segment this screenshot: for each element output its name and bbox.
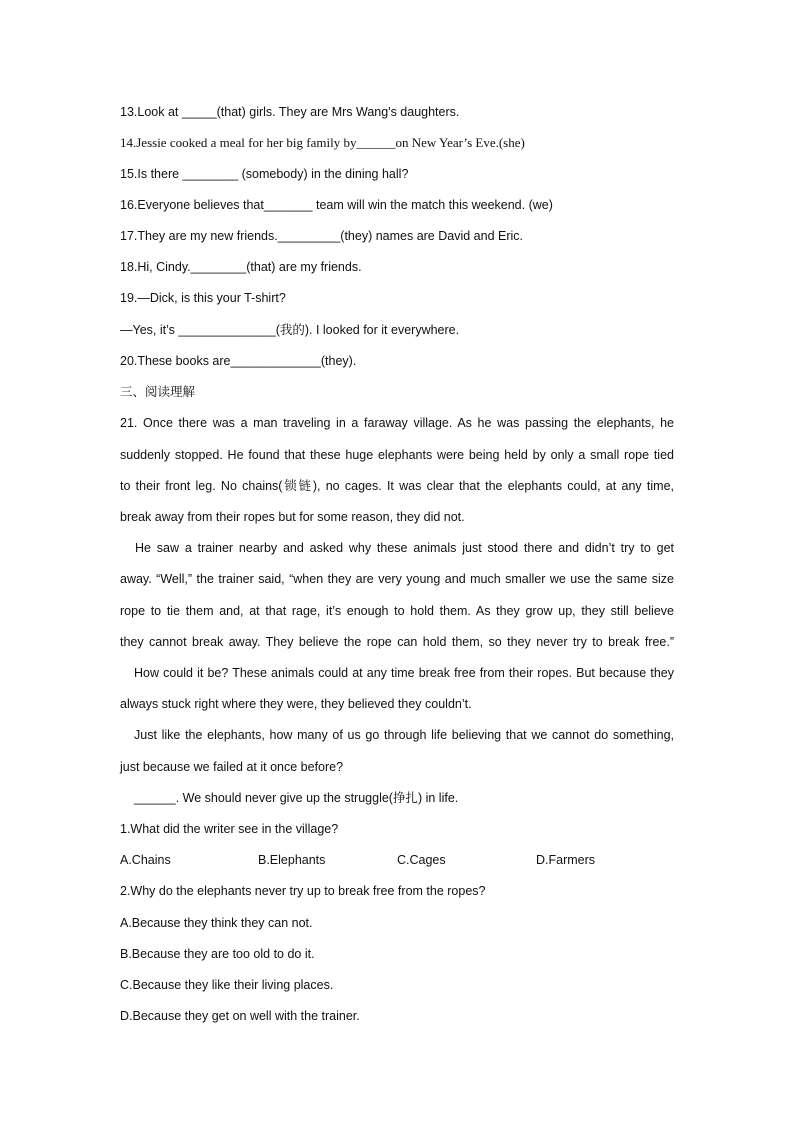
- exercise-18: 18.Hi, Cindy.________(that) are my friends.: [120, 260, 362, 274]
- q1-option-a: A.Chains: [120, 853, 171, 867]
- q2-option-c: C.Because they like their living places.: [120, 978, 334, 992]
- question-2: 2.Why do the elephants never try up to break free from the ropes?: [120, 884, 486, 898]
- passage-line: rope to tie them and, at that rage, it’s enough to hold them. As they grow up, they still believe: [120, 604, 674, 618]
- passage-line: they cannot break away. They believe the rope can hold them, so they never try to break free.”: [120, 635, 674, 649]
- passage-line: always stuck right where they were, they believed they couldn’t.: [120, 697, 472, 711]
- exercise-15: 15.Is there ________ (somebody) in the dining hall?: [120, 167, 409, 181]
- exercise-17: 17.They are my new friends._________(they) names are David and Eric.: [120, 229, 523, 243]
- passage-line: suddenly stopped. He found that these huge elephants were being held by only a small rope tied: [120, 448, 674, 462]
- passage-line: He saw a trainer nearby and asked why these animals just stood there and didn’t try to get: [135, 541, 674, 555]
- exercise-14: 14.Jessie cooked a meal for her big family by______on New Year’s Eve.(she): [120, 135, 525, 150]
- exercise-13: 13.Look at _____(that) girls. They are Mrs Wang's daughters.: [120, 105, 460, 119]
- q2-option-a: A.Because they think they can not.: [120, 916, 313, 930]
- passage-line: to their front leg. No chains(锁链), no cages. It was clear that the elephants could, at any time,: [120, 479, 674, 493]
- passage-line: break away from their ropes but for some reason, they did not.: [120, 510, 465, 524]
- section-heading-reading: 三、阅读理解: [120, 385, 196, 399]
- passage-line: away. “Well,” the trainer said, “when they are very young and much smaller we use the same size: [120, 572, 674, 586]
- q1-option-b: B.Elephants: [258, 853, 326, 867]
- question-1: 1.What did the writer see in the village?: [120, 822, 339, 836]
- exercise-20: 20.These books are_____________(they).: [120, 354, 357, 368]
- passage-line: ______. We should never give up the struggle(挣扎) in life.: [134, 791, 459, 805]
- passage-line: 21. Once there was a man traveling in a faraway village. As he was passing the elephants, he: [120, 416, 674, 430]
- q1-option-c: C.Cages: [397, 853, 446, 867]
- passage-line: How could it be? These animals could at any time break free from their ropes. But because they: [134, 666, 674, 680]
- exercise-19-question: 19.—Dick, is this your T-shirt?: [120, 291, 286, 305]
- q2-option-b: B.Because they are too old to do it.: [120, 947, 315, 961]
- passage-line: just because we failed at it once before?: [120, 760, 344, 774]
- q2-option-d: D.Because they get on well with the trainer.: [120, 1009, 360, 1023]
- exercise-16: 16.Everyone believes that_______ team will win the match this weekend. (we): [120, 198, 553, 212]
- exercise-19-answer: —Yes, it’s ______________(我的). I looked for it everywhere.: [120, 323, 460, 337]
- q1-option-d: D.Farmers: [536, 853, 596, 867]
- passage-line: Just like the elephants, how many of us go through life believing that we cannot do something,: [134, 728, 674, 742]
